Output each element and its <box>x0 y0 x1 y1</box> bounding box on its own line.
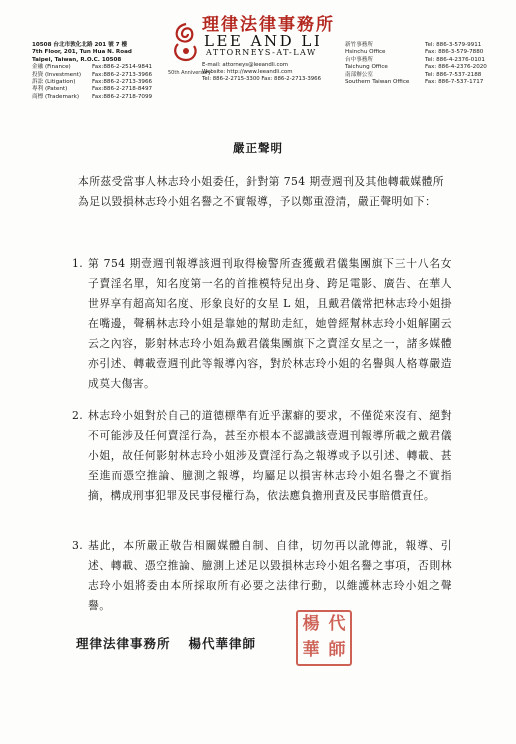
department-row: 金融 (Finance) Fax:886-2-2514-9841 <box>32 64 153 71</box>
dragon-logo-icon <box>168 20 204 64</box>
seal-char: 華 <box>302 640 320 660</box>
seal-char: 楊 <box>302 614 320 634</box>
office-row: 南部辦公室 Tel: 886-7-537-2188 <box>345 71 482 78</box>
office-row: Southern Taiwan Office Fax: 886-7-537-1717 <box>345 79 484 86</box>
signature-lawyer: 楊代華律師 <box>188 636 257 651</box>
website-line: Website: http://www.leeandli.com <box>202 69 293 76</box>
branch-offices <box>345 42 487 86</box>
signature-line <box>76 634 256 652</box>
office-row: 新竹事務所 Tel: 886-3-579-9911 <box>345 42 482 48</box>
statement-item <box>72 536 452 616</box>
email-line: E-mail: attorneys@leeandli.com <box>202 62 288 68</box>
department-row: 投資 (Investment) Fax:886-2-2713-3966 <box>32 71 153 78</box>
statement-item <box>72 406 452 506</box>
red-seal-stamp <box>296 610 352 666</box>
document-title: 嚴正聲明 <box>233 141 283 155</box>
office-row: 台中事務所 Tel: 886-4-2376-0101 <box>345 56 485 63</box>
item-number: 3. <box>72 539 84 552</box>
anniversary-label: 50th Anniversary <box>168 70 212 76</box>
department-row: 訴訟 (Litigation) Fax:886-2-2713-3966 <box>32 79 153 86</box>
item-number: 1. <box>72 257 84 270</box>
phone-line: Tel: 886-2-2715-3300 Fax: 886-2-2713-3966 <box>202 76 322 83</box>
seal-char: 代 <box>328 614 346 634</box>
address-line: 10508 台北市敦化北路 201 號 7 樓 <box>32 42 128 48</box>
department-row: 商標 (Trademark) Fax:886-2-2718-7099 <box>32 93 153 100</box>
office-row: Taichung Office Fax: 886-4-2376-2020 <box>345 64 487 71</box>
firm-contact <box>202 62 321 84</box>
seal-char: 師 <box>328 640 346 660</box>
firm-subtitle: ATTORNEYS-AT-LAW <box>206 48 317 57</box>
firm-name-chinese: 理律法律事務所 <box>202 15 335 35</box>
statement-item <box>72 254 452 394</box>
department-row: 專利 (Patent) Fax:886-2-2718-8497 <box>32 86 153 93</box>
office-row: Hsinchu Office Fax: 886-3-579-7880 <box>345 49 484 56</box>
intro-paragraph: 本所茲受當事人林志玲小姐委任，針對第 754 期壹週刊及其他轉載媒體所為足以毀損林志玲小姐名譽之不實報導，予以鄭重澄清，嚴正聲明如下： <box>78 175 444 208</box>
firm-name-english: LEE AND LI <box>204 32 323 50</box>
letterhead <box>0 0 516 120</box>
signature-firm: 理律法律事務所 <box>76 636 171 651</box>
address-line: 7th Floor, 201, Tun Hua N. Road <box>32 49 132 56</box>
firm-address-block <box>32 42 152 101</box>
item-text: 林志玲小姐對於自己的道德標準有近乎潔癖的要求，不僅從來沒有、絕對不可能涉及任何賣淫行為，甚至亦根本不認識該壹週刊報導所載之戴君儀小姐，故任何影射林志玲小姐涉及賣淫行為之報導或予以引述、轉載、甚至進而憑空推論、臆測之報導，均屬足以損害林志玲小姐名譽之不實指摘，構成刑事犯罪及民事侵權行為，依法應負擔刑責及民事賠償責任。 <box>88 409 452 502</box>
address-line: Taipei, Taiwan, R.O.C. 10508 <box>32 56 122 63</box>
item-text: 基此，本所嚴正敬告相關媒體自制、自律，切勿再以訛傳訛，報導、引述、轉載、憑空推論、臆測上述足以毀損林志玲小姐名譽之事項，否則林志玲小姐將委由本所採取所有必要之法律行動，以維護林志玲小姐之聲譽。 <box>88 539 452 612</box>
item-number: 2. <box>72 409 84 422</box>
item-text: 第 754 期壹週刊報導該週刊取得檢警所查獲戴君儀集團旗下三十八名女子賣淫名單，知名度第一名的首推模特兒出身、跨足電影、廣告、在華人世界享有超高知名度、形象良好的女星 L 姐，且戴君儀常把林志玲小姐掛在嘴邊，聲稱林志玲小姐是靠她的幫助走紅，她曾經幫林志玲小姐解圍云云之內容，影射林志玲小姐為戴君儀集團旗下之賣淫女星之一，諸多媒體亦引述、轉載壹週刊此等報導內容，對於林志玲小姐的名譽與人格尊嚴造成莫大傷害。 <box>88 257 452 390</box>
